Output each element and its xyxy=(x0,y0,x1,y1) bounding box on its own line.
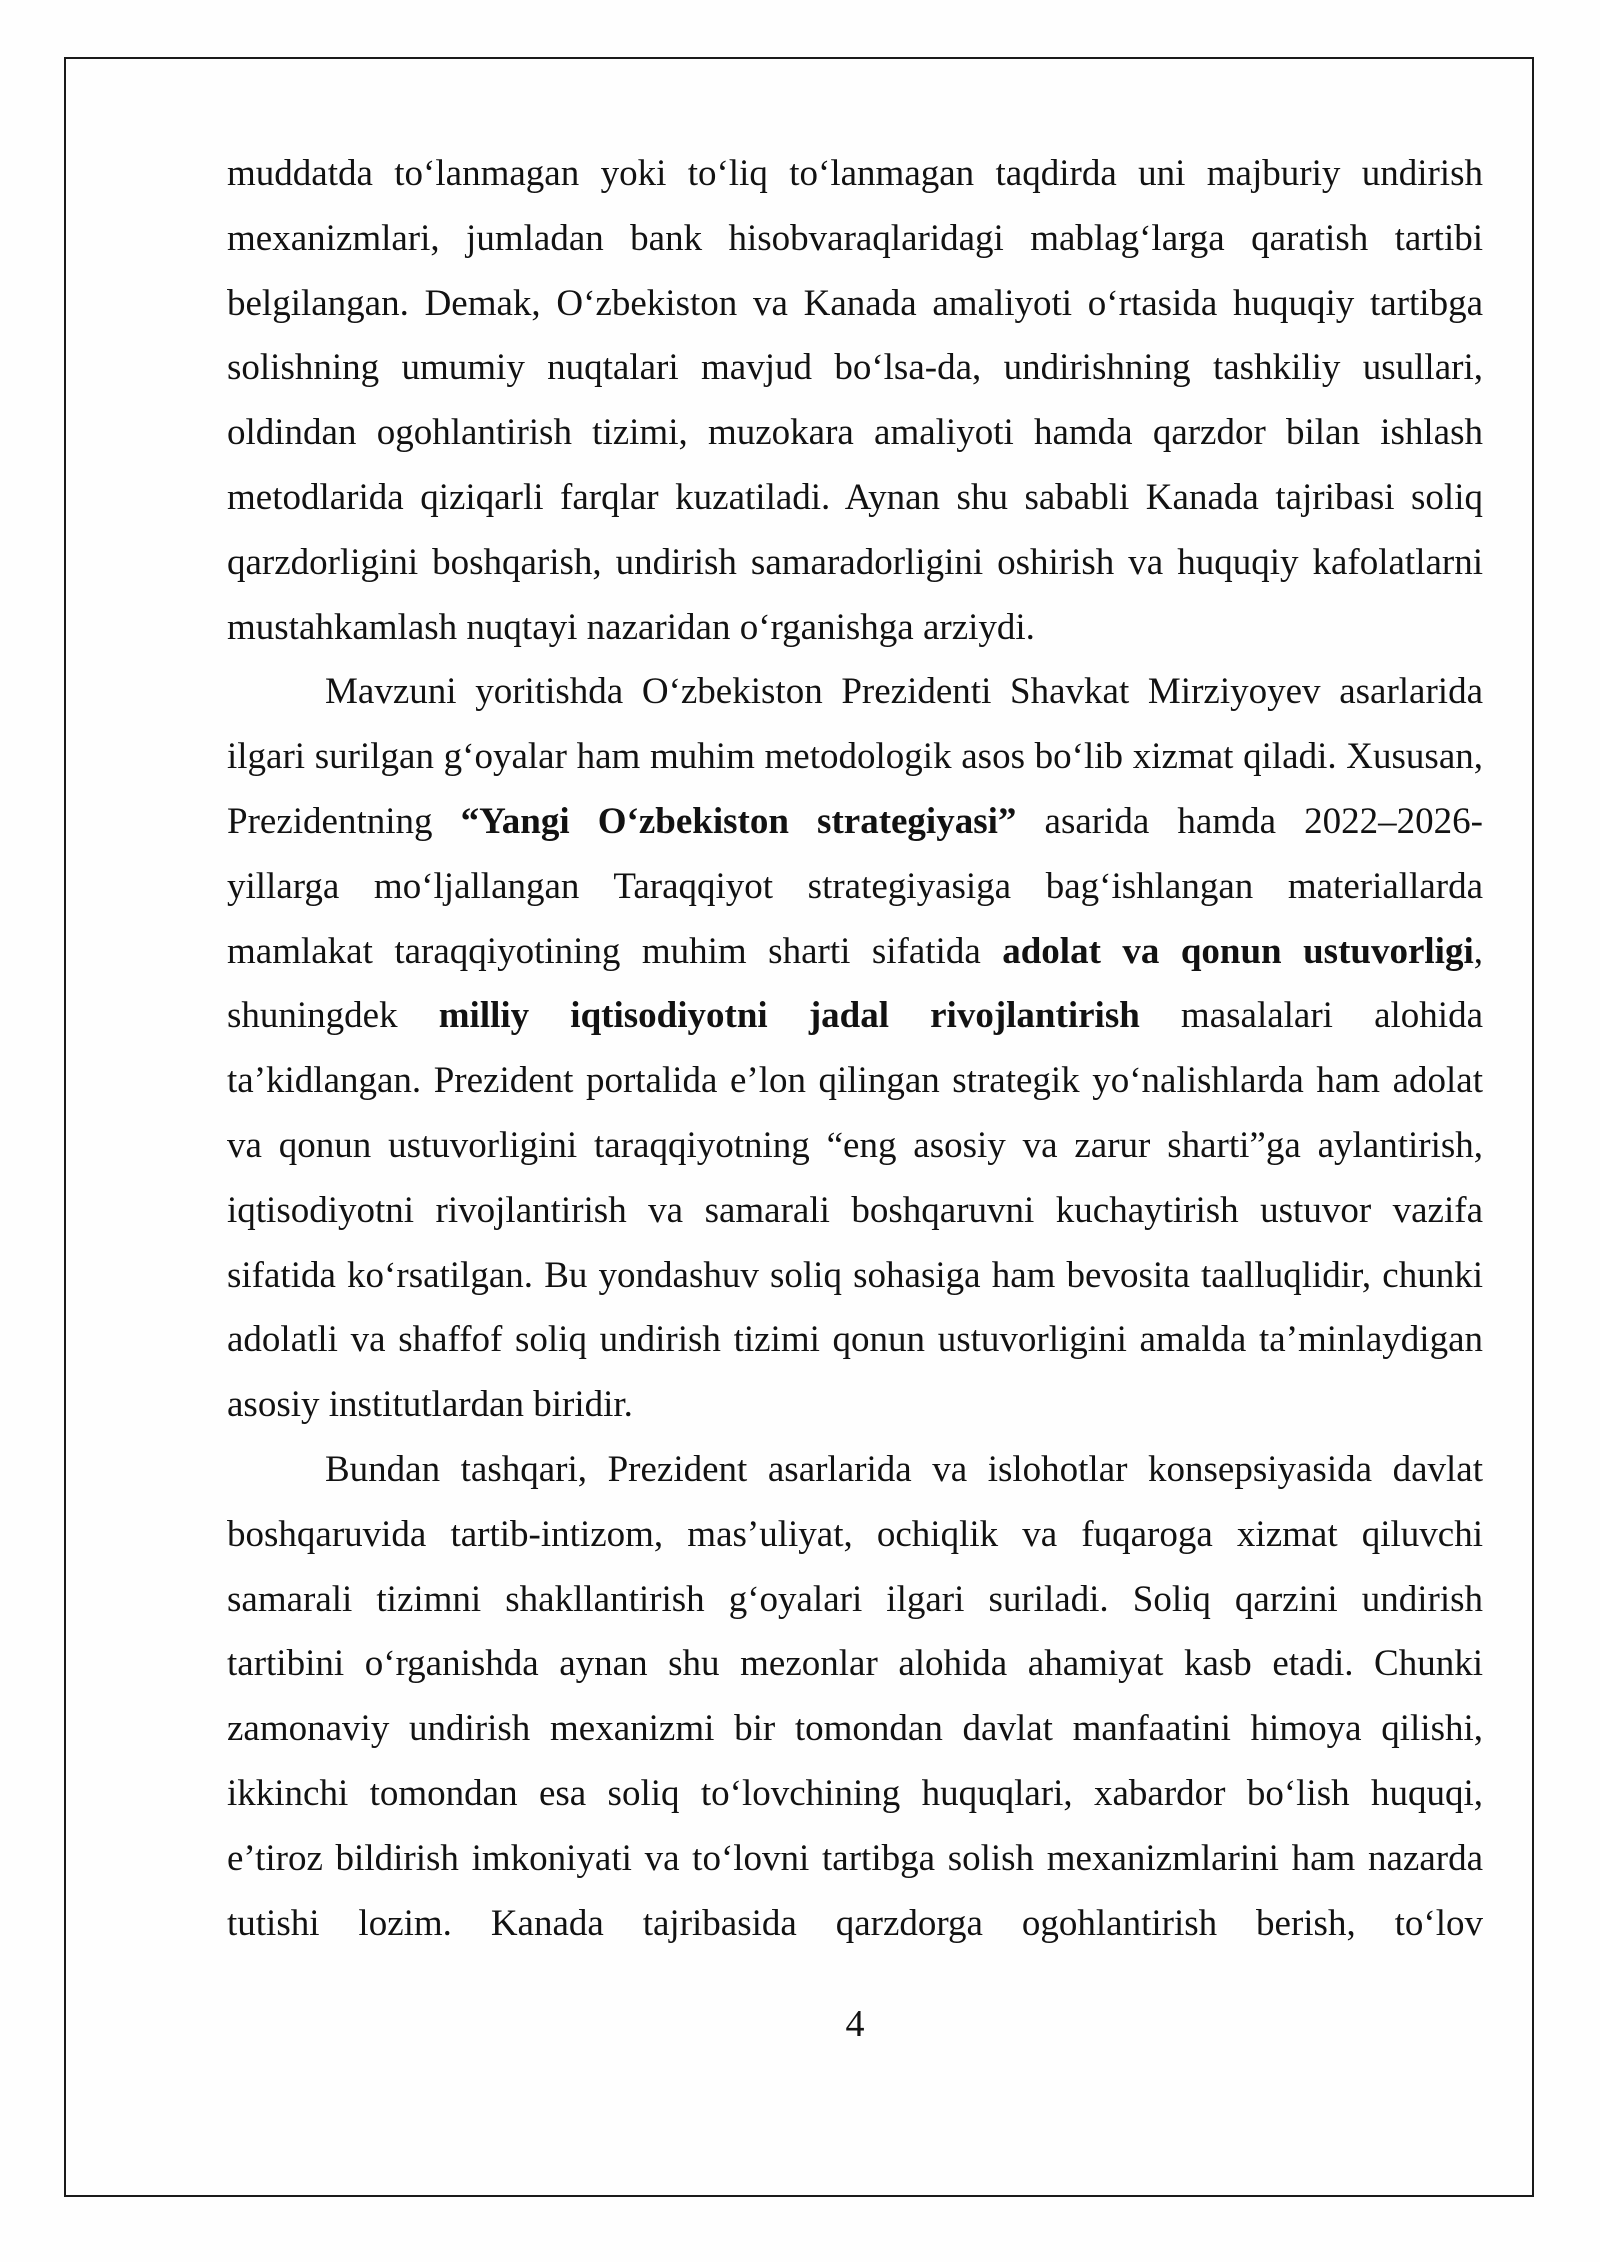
text-line xyxy=(227,1827,1483,1892)
text-line xyxy=(227,142,1483,207)
text-line xyxy=(227,855,1483,920)
text-line xyxy=(227,1503,1483,1568)
text-line xyxy=(227,790,1483,855)
text-body xyxy=(227,142,1483,1956)
text-run: mexanizmlari, jumladan bank hisobvaraqlaridagi mablagʻlarga qaratish tartibi xyxy=(227,217,1483,259)
text-line xyxy=(227,207,1483,272)
bold-text-run: milliy iqtisodiyotni jadal rivojlantirish xyxy=(438,995,1140,1037)
text-run: ilgari surilgan gʻoyalar ham muhim metodologik asos boʻlib xizmat qiladi. Xususan, xyxy=(227,736,1483,778)
text-run: e’tiroz bildirish imkoniyati va toʻlovni tartibga solish mexanizmlarini ham nazarda xyxy=(227,1837,1483,1879)
text-line xyxy=(227,1114,1483,1179)
text-line xyxy=(227,272,1483,337)
text-run: mamlakat taraqqiyotining muhim sharti sifatida xyxy=(227,930,1003,972)
text-line xyxy=(227,984,1483,1049)
text-run: mustahkamlash nuqtayi nazaridan oʻrganishga arziydi. xyxy=(227,606,1035,648)
text-line xyxy=(227,1179,1483,1244)
text-line xyxy=(227,336,1483,401)
text-run: shuningdek xyxy=(227,995,439,1037)
text-run: yillarga moʻljallangan Taraqqiyot strategiyasiga bagʻishlangan materiallarda xyxy=(227,865,1483,907)
text-run: tutishi lozim. Kanada tajribasida qarzdorga ogohlantirish berish, toʻlov xyxy=(227,1902,1483,1944)
text-line xyxy=(227,1568,1483,1633)
text-line xyxy=(227,1244,1483,1309)
text-run: tartibini oʻrganishda aynan shu mezonlar alohida ahamiyat kasb etadi. Chunki xyxy=(227,1643,1483,1685)
text-line xyxy=(227,920,1483,985)
bold-text-run: “Yangi Oʻzbekiston strategiyasi” xyxy=(460,800,1017,842)
text-line xyxy=(227,1762,1483,1827)
text-line xyxy=(227,531,1483,596)
text-run: oldindan ogohlantirish tizimi, muzokara amaliyoti hamda qarzdor bilan ishlash xyxy=(227,412,1483,454)
text-line xyxy=(227,466,1483,531)
text-line xyxy=(227,1373,1483,1438)
text-line xyxy=(227,725,1483,790)
text-run: qarzdorligini boshqarish, undirish samaradorligini oshirish va huquqiy kafolatlarni xyxy=(227,541,1483,583)
text-run: masalalari alohida xyxy=(1139,995,1483,1037)
text-run: Mavzuni yoritishda Oʻzbekiston Prezidenti Shavkat Mirziyoyev asarlarida xyxy=(325,671,1483,713)
bold-text-run: adolat va qonun ustuvorligi xyxy=(1002,930,1474,972)
text-run: , xyxy=(1473,930,1483,972)
text-run: asosiy institutlardan biridir. xyxy=(227,1384,633,1426)
text-line xyxy=(227,596,1483,661)
text-run: adolatli va shaffof soliq undirish tizimi qonun ustuvorligini amalda ta’minlaydigan xyxy=(227,1319,1483,1361)
text-run: sifatida koʻrsatilgan. Bu yondashuv soliq sohasiga ham bevosita taalluqlidir, chunki xyxy=(227,1254,1483,1296)
text-run: belgilangan. Demak, Oʻzbekiston va Kanada amaliyoti oʻrtasida huquqiy tartibga xyxy=(227,282,1483,324)
text-line xyxy=(227,1049,1483,1114)
text-run: zamonaviy undirish mexanizmi bir tomondan davlat manfaatini himoya qilishi, xyxy=(227,1708,1483,1750)
text-line xyxy=(227,1308,1483,1373)
text-line xyxy=(227,1697,1483,1762)
text-line xyxy=(227,660,1483,725)
text-run: va qonun ustuvorligini taraqqiyotning “eng asosiy va zarur sharti”ga aylantirish, xyxy=(227,1124,1483,1166)
text-run: samarali tizimni shakllantirish gʻoyalari ilgari suriladi. Soliq qarzini undirish xyxy=(227,1578,1483,1620)
text-run: Prezidentning xyxy=(227,800,461,842)
text-run: ikkinchi tomondan esa soliq toʻlovchining huquqlari, xabardor boʻlish huquqi, xyxy=(227,1772,1483,1814)
text-line xyxy=(227,1438,1483,1503)
text-run: boshqaruvida tartib-intizom, mas’uliyat, ochiqlik va fuqaroga xizmat qiluvchi xyxy=(227,1513,1483,1555)
text-run: ta’kidlangan. Prezident portalida e’lon qilingan strategik yoʻnalishlarda ham adolat xyxy=(227,1060,1483,1102)
page-number: 4 xyxy=(845,2003,865,2045)
text-run: Bundan tashqari, Prezident asarlarida va islohotlar konsepsiyasida davlat xyxy=(325,1448,1483,1490)
text-line xyxy=(227,1892,1483,1957)
text-line xyxy=(227,1632,1483,1697)
text-run: metodlarida qiziqarli farqlar kuzatiladi. Aynan shu sababli Kanada tajribasi soliq xyxy=(227,476,1483,518)
text-run: iqtisodiyotni rivojlantirish va samarali boshqaruvni kuchaytirish ustuvor vazifa xyxy=(227,1189,1483,1231)
text-run: solishning umumiy nuqtalari mavjud boʻlsa-da, undirishning tashkiliy usullari, xyxy=(227,347,1483,389)
text-run: asarida hamda 2022–2026- xyxy=(1016,800,1483,842)
text-line xyxy=(227,401,1483,466)
text-run: muddatda toʻlanmagan yoki toʻliq toʻlanmagan taqdirda uni majburiy undirish xyxy=(227,153,1483,194)
